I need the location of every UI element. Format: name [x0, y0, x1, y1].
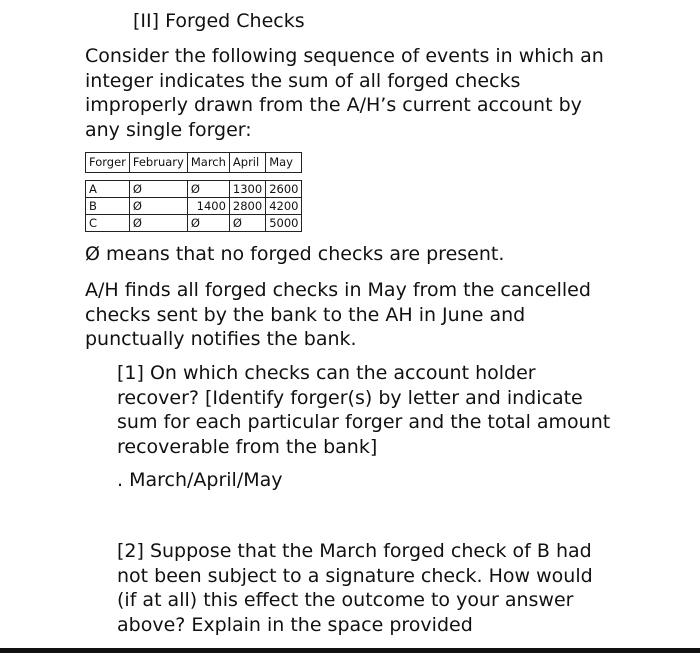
header-february: February: [129, 153, 187, 173]
cell-may: 5000: [266, 215, 302, 232]
cell-april: 1300: [229, 181, 265, 198]
table-header-row: [86, 153, 302, 173]
question-line: above? Explain in the space provided: [117, 613, 473, 636]
question-line: not been subject to a signature check. How would: [117, 564, 593, 587]
bottom-divider: [0, 648, 700, 653]
cell-may: 2600: [266, 181, 302, 198]
question-line: [2] Suppose that the March forged check of B had: [117, 540, 592, 562]
paragraph-line: punctually notifies the bank.: [85, 328, 357, 350]
cell-february: Ø: [129, 198, 187, 215]
question-1: [117, 361, 610, 459]
question-line: (if at all) this effect the outcome to your answer: [117, 589, 574, 611]
cell-forger: A: [86, 181, 130, 198]
cell-february: Ø: [129, 181, 187, 198]
header-april: April: [229, 153, 265, 173]
cell-march: 1400: [187, 198, 229, 215]
question-line: [1] On which checks can the account holder: [117, 362, 536, 384]
paragraph-line: checks sent by the bank to the AH in June and: [85, 303, 526, 326]
header-march: March: [187, 153, 229, 173]
intro-line: improperly drawn from the A/H’s current account by: [85, 94, 582, 116]
section-title: [II] Forged Checks: [133, 10, 305, 32]
intro-paragraph: [85, 44, 625, 142]
cell-march: Ø: [187, 215, 229, 232]
cell-forger: B: [86, 198, 130, 215]
question-line: recover? [Identify forger(s) by letter and indicate: [117, 386, 583, 409]
intro-line: any single forger:: [85, 118, 252, 141]
cell-forger: C: [86, 215, 130, 232]
cell-april: Ø: [229, 215, 265, 232]
discovery-paragraph: [85, 278, 591, 352]
answer-text: . March/April/May: [117, 469, 283, 491]
question-line: recoverable from the bank]: [117, 435, 378, 458]
empty-symbol-note: Ø means that no forged checks are present.: [85, 243, 505, 265]
question-line: sum for each particular forger and the total amount: [117, 411, 611, 433]
question-2: [117, 539, 593, 637]
intro-line: Consider the following sequence of events in which an: [85, 45, 604, 67]
table-row: [86, 198, 302, 215]
table-row: [86, 181, 302, 198]
cell-february: Ø: [129, 215, 187, 232]
forgery-table: [85, 152, 302, 232]
table-gap: [86, 173, 302, 181]
header-may: May: [266, 153, 302, 173]
header-forger: Forger: [86, 153, 130, 173]
cell-may: 4200: [266, 198, 302, 215]
paragraph-line: A/H finds all forged checks in May from the cancelled: [85, 279, 591, 301]
cell-april: 2800: [229, 198, 265, 215]
table-row: [86, 215, 302, 232]
cell-march: Ø: [187, 181, 229, 198]
intro-line: integer indicates the sum of all forged checks: [85, 69, 521, 92]
